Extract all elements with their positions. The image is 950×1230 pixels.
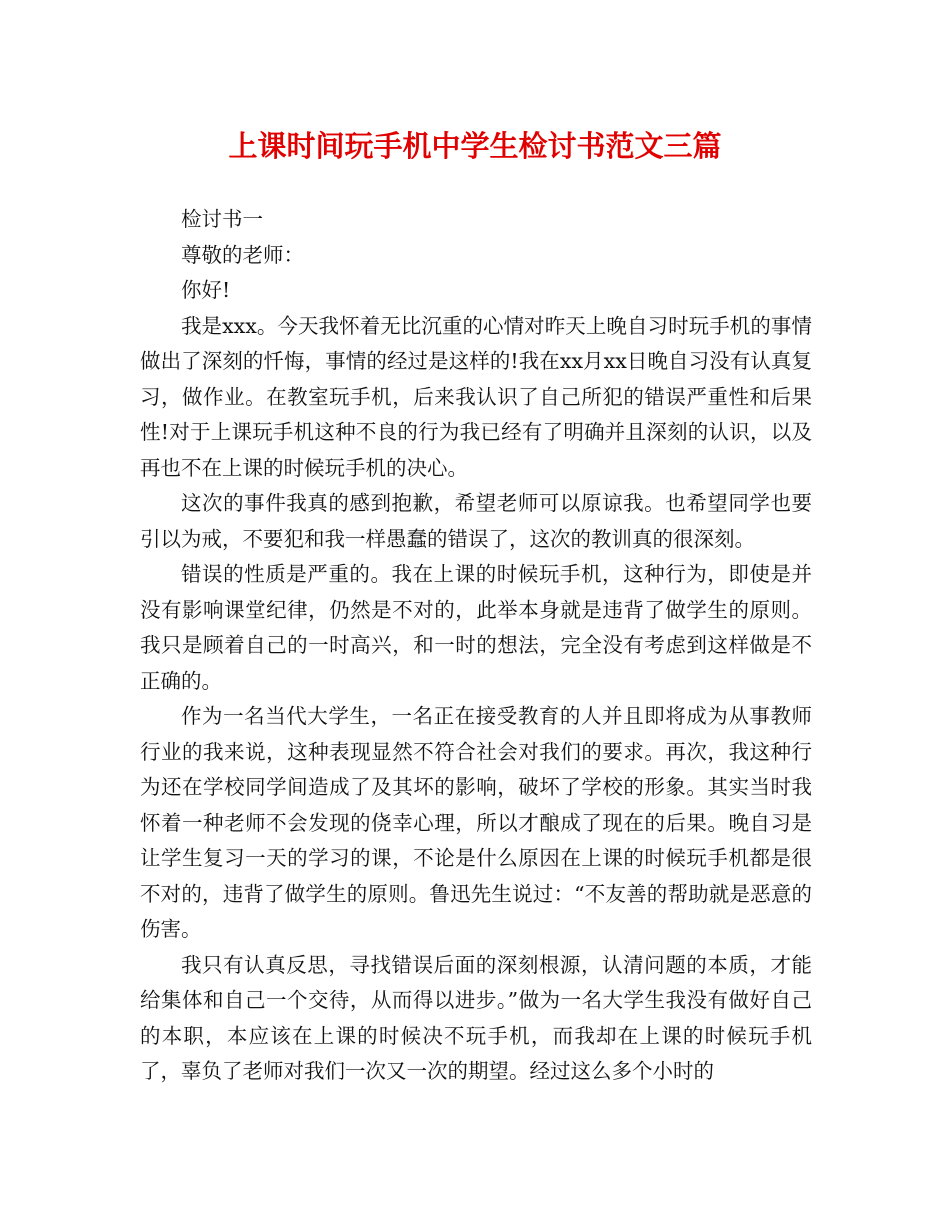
salutation: 尊敬的老师：	[181, 242, 304, 267]
paragraph: 我只有认真反思，寻找错误后面的深刻根源，认清问题的本质，才能给集体和自己一个交待，从而得以进步。”做为一名大学生我没有做好自己的本职，本应该在上课的时候决不玩手机，而我却在上课的时候玩手机了，辜负了老师对我们一次又一次的期望。经过这么多个小时的	[140, 952, 812, 1083]
paragraph: 错误的性质是严重的。我在上课的时候玩手机，这种行为，即使是并没有影响课堂纪律，仍然是不对的，此举本身就是违背了做学生的原则。我只是顾着自己的一时高兴，和一时的想法，完全没有考虑到这样做是不正确的。	[140, 562, 812, 693]
greeting: 你好!	[181, 278, 231, 302]
paragraph: 这次的事件我真的感到抱歉，希望老师可以原谅我。也希望同学也要引以为戒，不要犯和我一样愚蠢的错误了，这次的教训真的很深刻。	[140, 491, 812, 551]
paragraph: 作为一名当代大学生，一名正在接受教育的人并且即将成为从事教师行业的我来说，这种表现显然不符合社会对我们的要求。再次，我这种行为还在学校同学间造成了及其坏的影响，破坏了学校的形象。其实当时我怀着一种老师不会发现的侥幸心理，所以才酿成了现在的后果。晚自习是让学生复习一天的学习的课，不论是什么原因在上课的时候玩手机都是很不对的，违背了做学生的原则。鲁迅先生说过：“不友善的帮助就是恶意的伤害。	[140, 704, 812, 941]
paragraph: 我是xxx。今天我怀着无比沉重的心情对昨天上晚自习时玩手机的事情做出了深刻的忏悔，事情的经过是这样的!我在xx月xx日晚自习没有认真复习，做作业。在教室玩手机，后来我认识了自己所犯的错误严重性和后果性!对于上课玩手机这种不良的行为我已经有了明确并且深刻的认识，以及再也不在上课的时候玩手机的决心。	[140, 313, 812, 480]
section-heading: 检讨书一	[181, 207, 263, 231]
document-title: 上课时间玩手机中学生检讨书范文三篇	[228, 129, 722, 163]
document-body	[140, 202, 812, 1090]
